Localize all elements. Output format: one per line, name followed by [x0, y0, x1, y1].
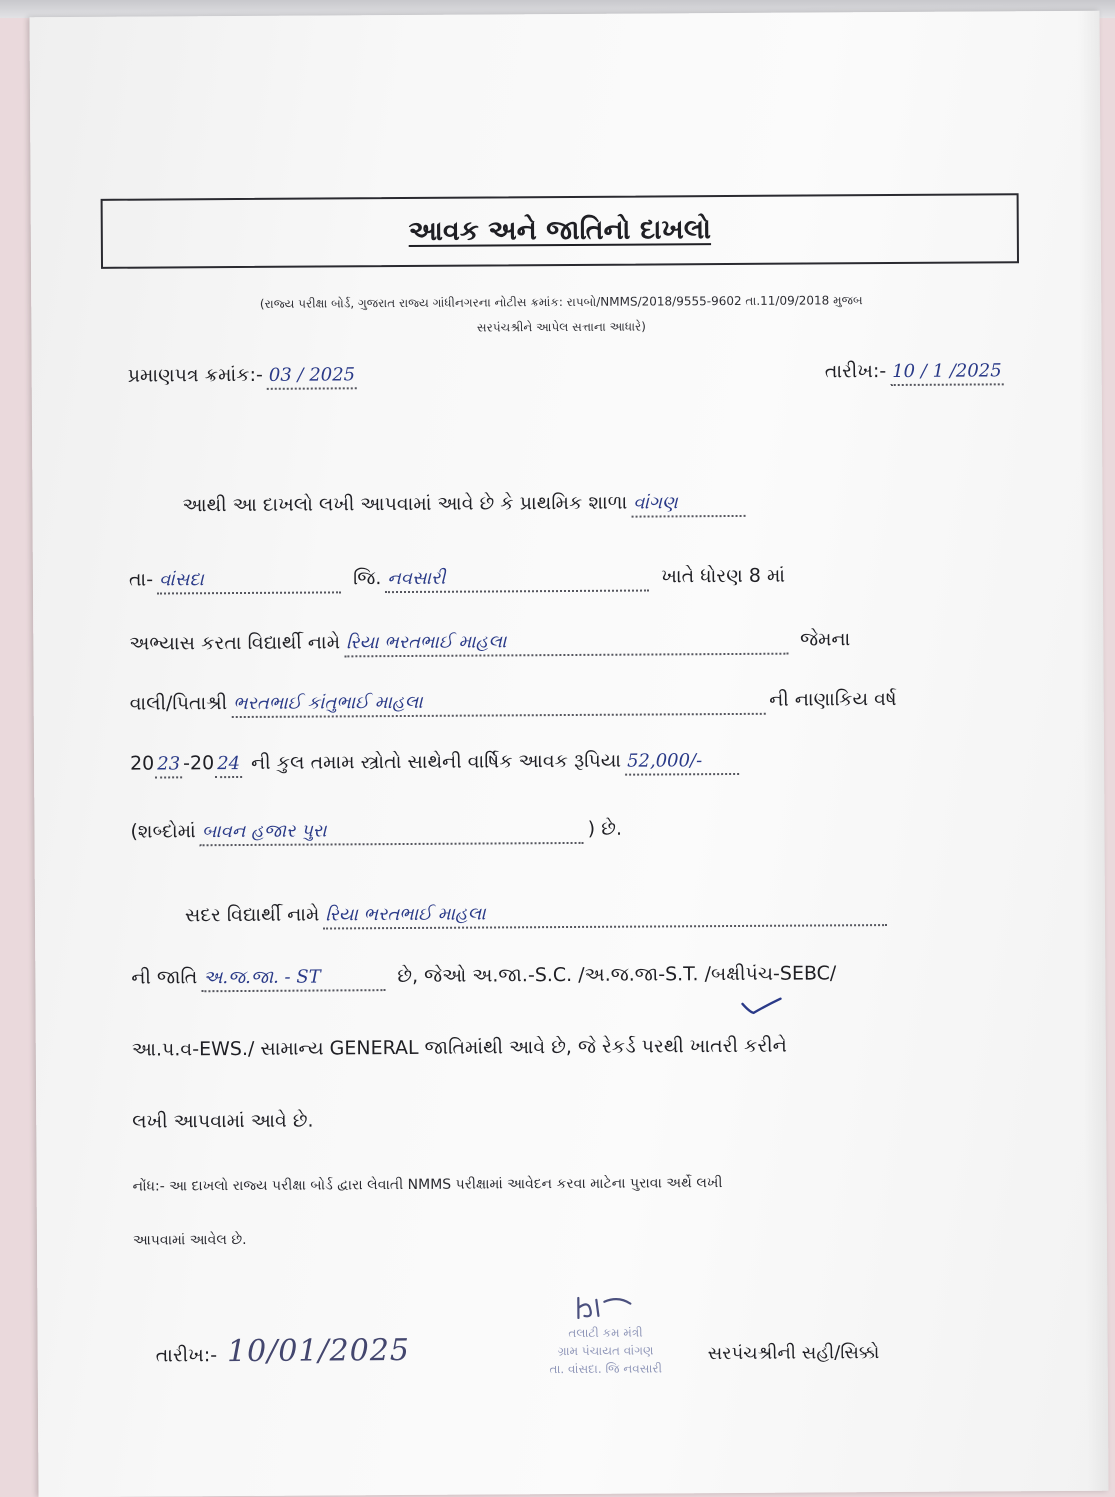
parent-label: વાલી/પિતાશ્રી	[129, 692, 228, 715]
student-name-2: રિયા ભરતભાઈ માહલા	[323, 900, 887, 929]
paragraph-1-line-3	[129, 627, 1009, 672]
paragraph-2-line-1	[185, 899, 1005, 944]
paragraph-2-line-4	[132, 1105, 1012, 1150]
reference-note	[131, 287, 991, 342]
footer-date-label: તારીખ:-	[155, 1344, 218, 1367]
paragraph-2-line-2	[131, 961, 1011, 1006]
official-stamp	[505, 1293, 706, 1404]
income-text: ની કુલ તમામ સ્ત્રોતો સાથેની વાર્ષિક આવક રૂપિયા	[251, 749, 622, 774]
year-from: 23	[155, 752, 182, 778]
certificate-number-label: પ્રમાણપત્ર ક્રમાંક:-	[127, 363, 263, 387]
certificate-page	[29, 11, 1108, 1497]
district-value: નવસારી	[385, 566, 649, 594]
paragraph-1-line-4	[130, 687, 1010, 732]
certificate-number-row	[128, 359, 1008, 404]
title-box	[101, 193, 1019, 269]
st-tick-mark-icon	[739, 996, 783, 1016]
reference-line-1: (રાજ્ય પરીક્ષા બોર્ડ, ગુજરાત રાજ્ય ગાંધીનગરના નોટીસ ક્રમાંક: રાપબો/NMMS/2018/9555-9602 તા.11/09/2018 મુજબ	[259, 293, 863, 311]
caste-label: ની જાતિ	[131, 966, 198, 989]
stamp-line-3: તા. વાંસદા. જિ નવસારી	[549, 1361, 663, 1377]
reference-line-2: સરપંચશ્રીને આપેલ સત્તાના આધારે)	[476, 319, 646, 335]
paragraph-1-line-5	[130, 747, 1010, 792]
parent-name: ભરતભાઈ કાંતુભાઈ માહલા	[231, 689, 765, 718]
signature-label: સરપંચશ્રીની સહી/સિક્કો	[707, 1342, 880, 1365]
caste-value: અ.જ.જા. - ST	[201, 965, 385, 992]
caste-categories-text: છે, જેઓ અ.જા.-S.C. /અ.જ.જા-S.T. /બક્ષીપંચ-SEBC/	[397, 962, 837, 988]
student-label-2: સદર વિદ્યાર્થી નામે	[184, 903, 320, 927]
stamp-line-2: ગ્રામ પંચાયત વાંગણ	[557, 1343, 654, 1359]
date-label: તારીખ:-	[824, 360, 887, 383]
income-in-words: બાવન હજાર પુરા	[200, 818, 584, 846]
paper-shading	[1077, 11, 1108, 1491]
year-mid: -20	[183, 752, 215, 775]
year-to: 24	[215, 752, 242, 778]
year-prefix: 20	[129, 752, 155, 775]
paragraph-1-line-1	[182, 489, 1002, 534]
paragraph-1-line-6	[130, 815, 1010, 860]
intro-text: આથી આ દાખલો લખી આપવામાં આવે છે કે પ્રાથમિક શાળા	[182, 491, 628, 517]
footer-date-value: 10/01/2025	[226, 1332, 411, 1370]
whose-text: જેમના	[800, 628, 851, 651]
stamp-line-1: તલાટી કમ મંત્રી	[568, 1325, 643, 1341]
in-words-suffix: ) છે.	[587, 817, 623, 840]
standard-text: ખાતે ધોરણ 8 માં	[661, 564, 786, 588]
financial-year-text: ની નાણાકિય વર્ષ	[769, 687, 897, 711]
taluka-value: વાંસદા	[157, 567, 341, 594]
in-words-label: (શબ્દોમાં	[130, 820, 196, 843]
certify-text: લખી આપવામાં આવે છે.	[132, 1109, 314, 1133]
paragraph-2-line-3	[132, 1033, 1012, 1078]
taluka-label: તા-	[128, 568, 154, 591]
document-title: આવક અને જાતિનો દાખલો	[408, 214, 712, 247]
certificate-number-value: 03 / 2025	[267, 363, 357, 390]
footer-date	[156, 1333, 411, 1383]
note-line-1: નોંધ:- આ દાખલો રાજ્ય પરીક્ષા બોર્ડ દ્વારા લેવાતી NMMS પરીક્ષામાં આવેદન કરવા માટેના પુરાવા અર્થે લખી	[132, 1175, 723, 1195]
caste-categories-text-2: આ.પ.વ-EWS./ સામાન્ય GENERAL જાતિમાંથી આવે છે, જે રેકર્ડ પરથી ખાતરી કરીને	[131, 1034, 787, 1061]
school-name: વાંગણ	[631, 491, 745, 518]
signature-icon	[570, 1294, 640, 1324]
district-label: જિ.	[352, 567, 382, 590]
student-label: અભ્યાસ કરતા વિદ્યાર્થી નામે	[129, 631, 341, 655]
paragraph-1-line-2	[129, 563, 1009, 608]
note-line-2: આપવામાં આવેલ છે.	[132, 1231, 247, 1249]
income-amount: 52,000/-	[625, 749, 739, 776]
date-value: 10 / 1 /2025	[890, 359, 1004, 386]
student-name: રિયા ભરતભાઈ માહલા	[344, 629, 788, 658]
